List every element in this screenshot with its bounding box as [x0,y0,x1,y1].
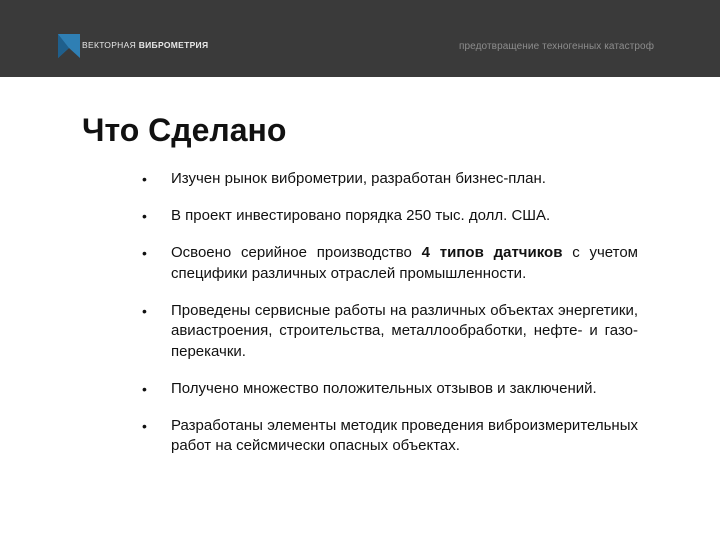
bullet-dot: • [142,302,147,319]
bullet-item [138,169,638,190]
bullet-item [138,206,638,227]
bullet-item [138,416,638,457]
bullet-item [138,379,638,400]
bullet-item [138,243,638,284]
bullet-text-end: с учетом специфики различных отраслей промышленности. [171,244,638,282]
header-tagline: предотвращение техногенных катастроф [459,41,655,52]
slide-title: Что Сделано [82,112,287,148]
bullet-text: Разработаны элементы методик проведения виброизмерительных работ на сейсмически опасных объектах. [171,416,638,454]
brand-part-1: ВЕКТОРНАЯ [82,40,139,50]
bullet-list [138,169,638,473]
bullet-dot: • [142,171,147,187]
bullet-item [138,301,638,363]
arrow-flag-icon [58,34,80,58]
bullet-text-start: Освоено серийное производство [171,244,422,261]
bullet-text: Получено множество положительных отзывов и заключений. [171,379,597,397]
bullet-text: Изучен рынок виброметрии, разработан бизнес-план. [171,170,546,187]
bullet-text: В проект инвестировано порядка 250 тыс. долл. США. [171,207,551,224]
brand-part-2: ВИБРОМЕТРИЯ [138,40,209,50]
bullet-dot: • [142,417,147,434]
brand-name [82,40,208,50]
bullet-dot: • [142,208,147,224]
bullet-text: Проведены сервисные работы на различных объектах энергетики, авиастроения, строительства, металлообработки, нефте- и газо- перекачки. [171,301,638,360]
header-bar [0,0,720,77]
bullet-text-emphasis: 4 типов датчиков [421,244,563,261]
bullet-dot: • [142,380,147,397]
bullet-dot: • [142,245,147,261]
